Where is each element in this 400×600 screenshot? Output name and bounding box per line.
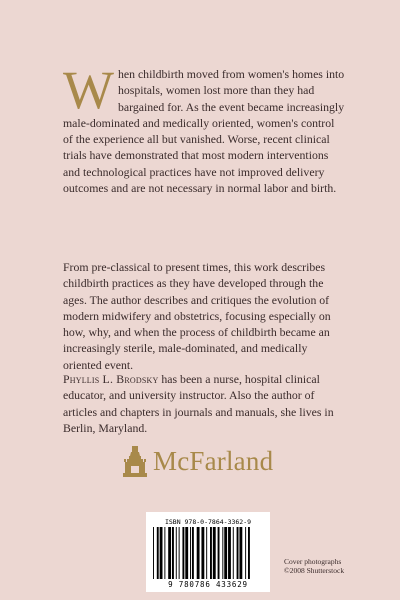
barcode-bar: [218, 527, 220, 579]
barcode-bar: [206, 527, 207, 579]
barcode-bar: [160, 527, 163, 579]
barcode-bar: [213, 527, 216, 579]
barcode-bar: [237, 527, 239, 579]
barcode-bar: [168, 527, 171, 579]
barcode-digits: 9 780786 433629: [168, 580, 248, 589]
barcode-bar: [239, 527, 242, 579]
barcode-bar: [248, 527, 250, 579]
barcode-bar: [228, 527, 231, 579]
credits-line-2: ©2008 Shutterstock: [284, 566, 345, 575]
publisher-name: McFarland: [153, 445, 274, 476]
barcode-bar: [164, 527, 165, 579]
barcode-bar: [172, 527, 174, 579]
barcode-bar: [224, 527, 227, 579]
barcode-bar: [153, 527, 154, 579]
blurb-paragraph-2-text: From pre-classical to present times, this work describes childbirth practices as they have developed through the ages. The author describes and critiques the evolution of modern midwifery and obstetrics, focusing especially on how, why, and when the process of childbirth became an increasingly sterile, male-dominated, and medically oriented event.: [63, 260, 331, 372]
barcode-bar: [201, 527, 204, 579]
barcode-bar: [197, 527, 200, 579]
barcode-bar: [185, 527, 188, 579]
barcode-bar: [157, 527, 159, 579]
barcode-bar: [176, 527, 177, 579]
cover-credits: [284, 557, 344, 575]
barcode-bar: [190, 527, 191, 579]
barcode-panel: [146, 512, 270, 592]
barcode-bar: [182, 527, 184, 579]
blurb-paragraph-2: [63, 259, 346, 373]
castle-logo-icon: [121, 444, 149, 478]
barcode-bar: [233, 527, 234, 579]
author-bio-text: has been a nurse, hospital clinical educator, and university instructor. Also the author of articles and chapters in journals and manuals, she lives in Berlin, Maryland.: [63, 372, 334, 435]
author-name: Phyllis L. Brodsky: [63, 372, 159, 386]
drop-cap: W: [63, 60, 114, 120]
barcode-bar: [245, 527, 246, 579]
blurb-paragraph-1: [63, 60, 346, 196]
publisher-logo: [121, 444, 273, 478]
barcode-bar: [222, 527, 223, 579]
barcode-bar: [192, 527, 194, 579]
isbn-label: ISBN 978-0-7864-3362-9: [164, 518, 252, 526]
blurb-paragraph-1-text: hen childbirth moved from women's homes into hospitals, women lost more than they had bargained for. As the event became increasingly male-dominated and medically oriented, women's control of the experience all but vanished. Worse, recent clinical trials have demonstrated that most modern interventions and technological practices have not improved delivery outcomes and are not necessary in normal labor and birth.: [63, 67, 345, 196]
barcode-bar: [210, 527, 212, 579]
credits-line-1: Cover photographs: [284, 557, 342, 566]
author-bio: [63, 371, 346, 436]
barcode-bar: [179, 527, 180, 579]
barcode: [153, 527, 263, 579]
